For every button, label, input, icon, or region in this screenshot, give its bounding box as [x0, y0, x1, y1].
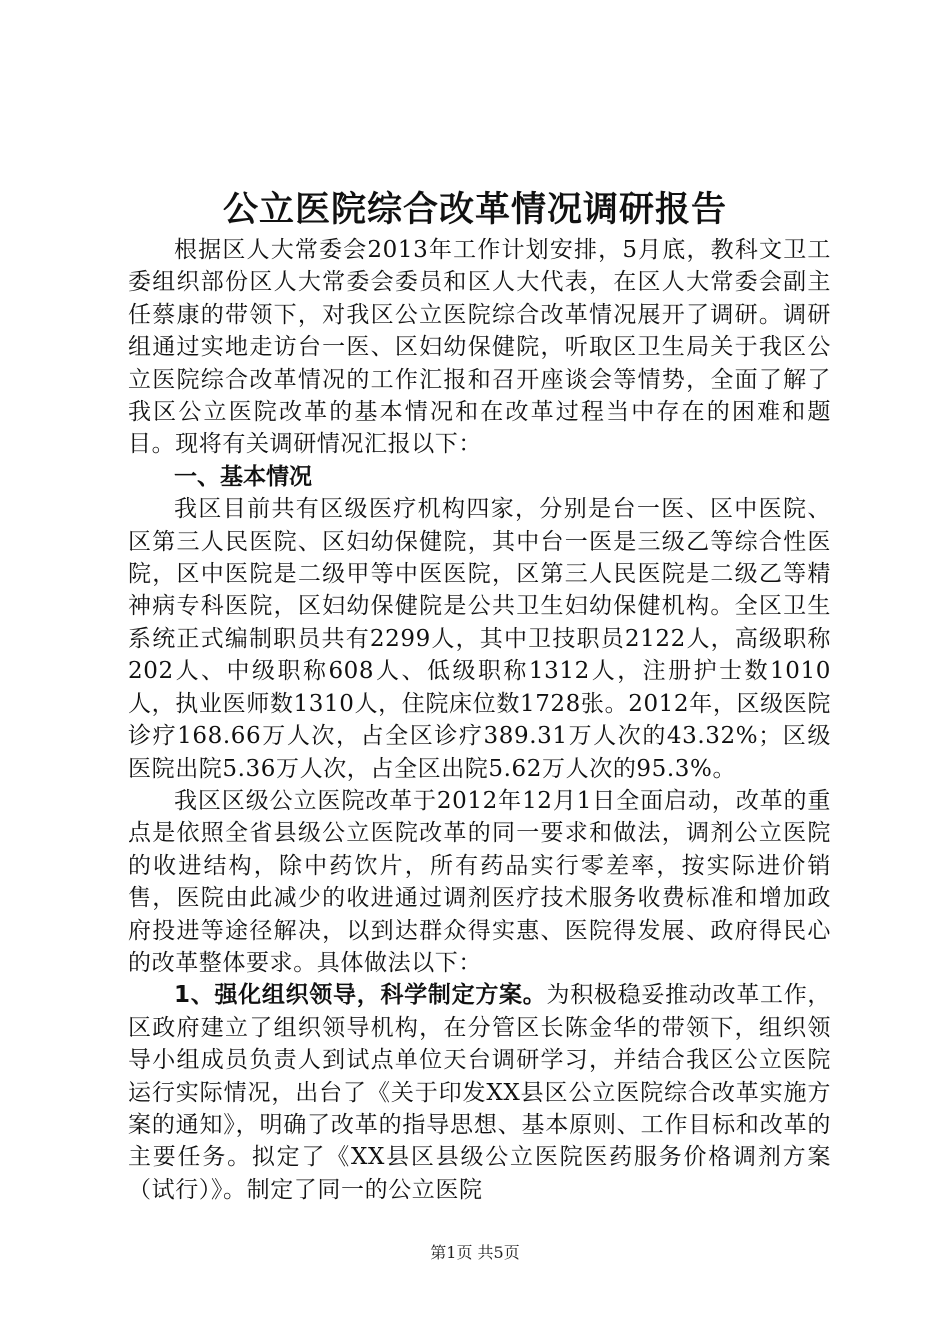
basic-situation-paragraph: 我区目前共有区级医疗机构四家，分别是台一医、区中医院、区第三人民医院、区妇幼保健院，其中台一医是三级乙等综合性医院，区中医院是二级甲等中医医院，区第三人民医院是二级乙等精神病专科医院，区妇幼保健院是公共卫生妇幼保健机构。全区卫生系统正式编制职员共有2299人，其中卫技职员2122人，高级职称202人、中级职称608人、低级职称1312人，注册护士数1010人，执业医师数1310人，住院床位数1728张。2012年，区级医院诊疗168.66万人次，占全区诊疗389.31万人次的43.32%；区级医院出院5.36万人次，占全区出院5.62万人次的95.3%。: [128, 496, 831, 782]
document-body: [128, 234, 831, 1206]
reform-paragraph: 我区区级公立医院改革于2012年12月1日全面启动，改革的重点是依照全省县级公立医院改革的同一要求和做法，调剂公立医院的收进结构，除中药饮片，所有药品实行零差率，按实际进价销售，医院由此减少的收进通过调剂医疗技术服务收费标准和增加政府投进等途径解决，以到达群众得实惠、医院得发展、政府得民心的改革整体要求。具体做法以下：: [128, 787, 831, 976]
item-1-text: 为积极稳妥推动改革工: [546, 982, 784, 1009]
page-footer: 第1页 共5页: [430, 1243, 520, 1262]
intro-paragraph: 根据区人大常委会2013年工作计划安排，5月底，教科文卫工委组织部份区人大常委会委员和区人大代表，在区人大常委会副主任蔡康的带领下，对我区公立医院综合改革情况展开了调研。调研组通过实地走访台一医、区妇幼保健院，听取区卫生局关于我区公立医院综合改革情况的工作汇报和召开座谈会等情势，全面了解了我区公立医院改革的基本情况和在改革过程当中存在的困难和题目。现将有关调研情况汇报以下：: [128, 237, 831, 458]
item-1-continuation: 作，区政府建立了组织领导机构，在分管区长陈金华的带领下，组织领导小组成员负责人到试点单位天台调研学习，并结合我区公立医院运行实际情况，出台了《关于印发XX县区公立医院综合改革实施方案的通知》，明确了改革的指导思想、基本原则、工作目标和改革的主要任务。拟定了《XX县区县级公立医院医药服务价格调剂方案（试行）》。制定了同一的公立医院: [128, 982, 832, 1203]
section-heading-basic-situation: 一、基本情况: [174, 463, 312, 490]
item-1-paragraph: [128, 979, 831, 1206]
item-1-lead: 1、强化组织领导，科学制定方案。: [174, 982, 547, 1009]
document-title: 公立医院综合改革情况调研报告: [222, 190, 727, 230]
